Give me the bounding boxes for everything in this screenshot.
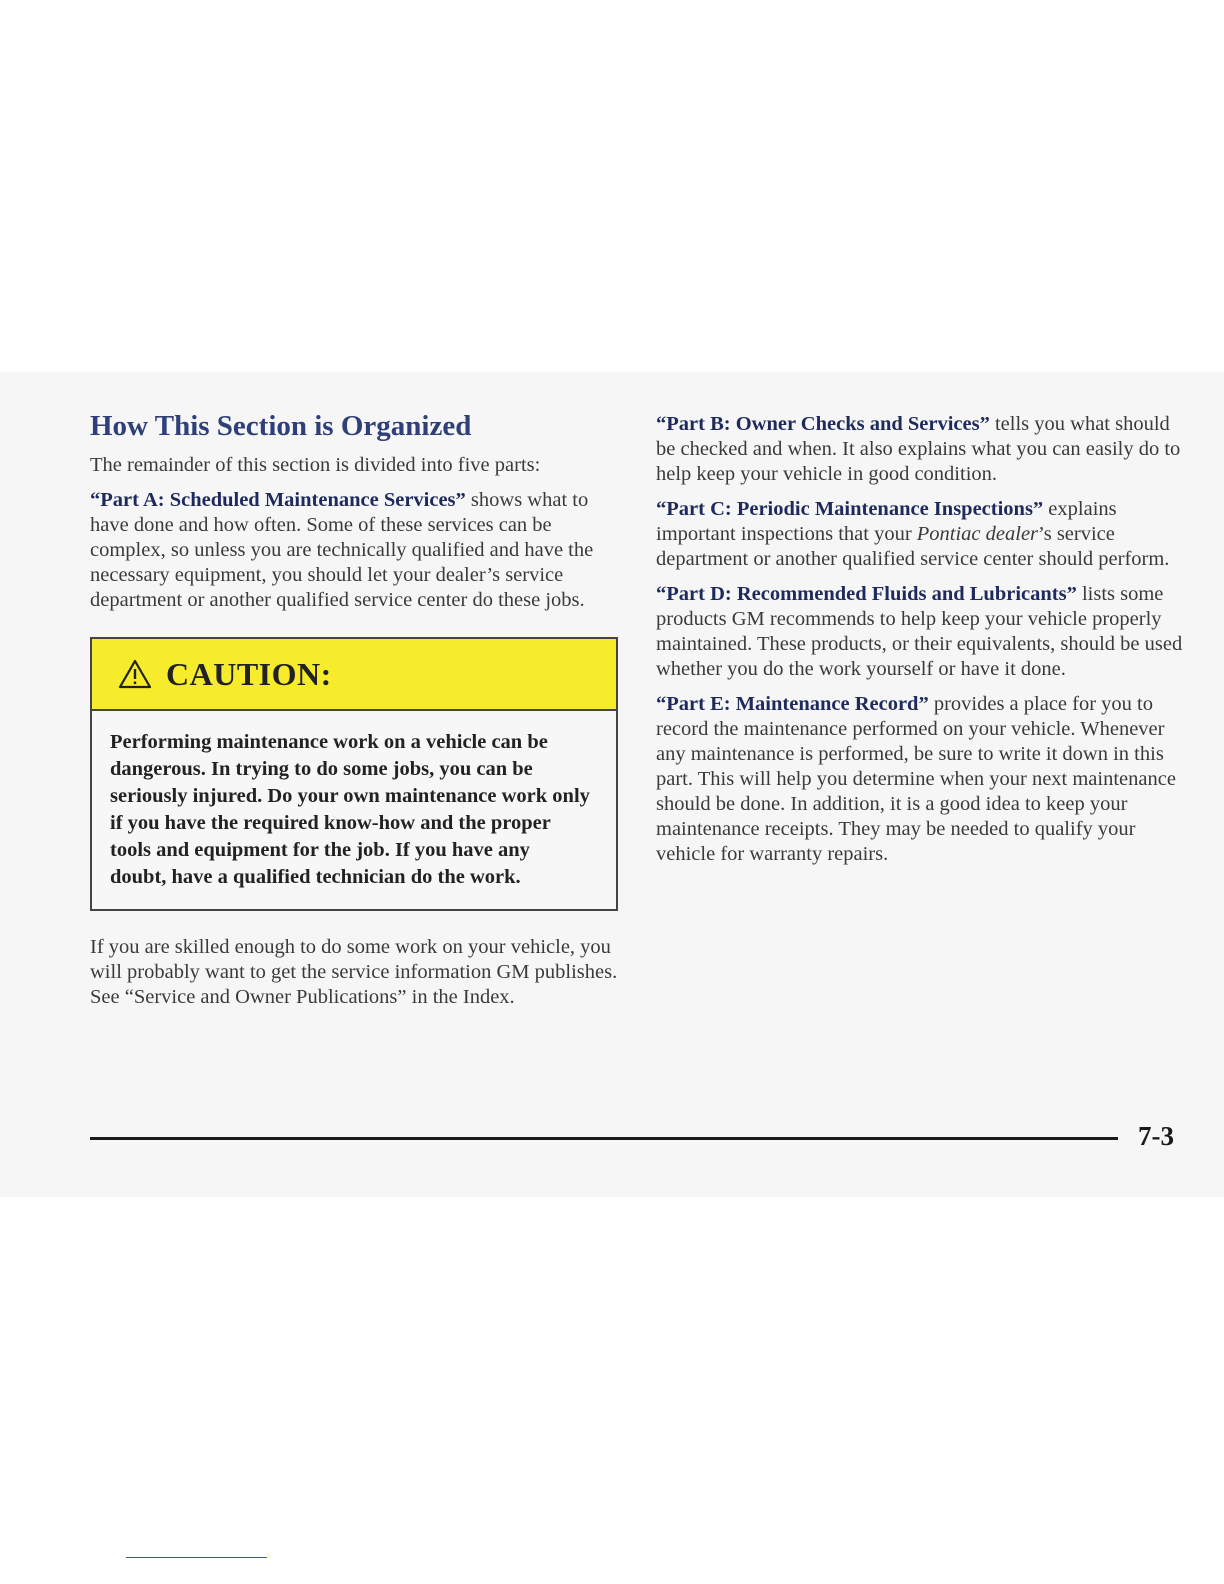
caution-header	[92, 639, 616, 711]
caution-body: Performing maintenance work on a vehicle can be dangerous. In trying to do some jobs, you can be seriously injured. Do your own maintenance work only if you have the required know-how and the proper tools and equipment for the job. If you have any doubt, have a qualified technician do the work.	[110, 731, 590, 889]
part-c-label: “Part C: Periodic Maintenance Inspections”	[656, 498, 1044, 520]
part-d-paragraph	[656, 582, 1190, 682]
section-title: How This Section is Organized	[90, 410, 472, 442]
warning-triangle-icon	[118, 659, 152, 689]
part-c-paragraph	[656, 497, 1190, 572]
part-c-text-before: explains important inspections that your	[656, 498, 1117, 545]
footer-rule	[90, 1137, 1118, 1140]
skilled-note: If you are skilled enough to do some work on your vehicle, you will probably want to get the service information GM publishes. See “Service and Owner Publications” in the Index.	[90, 936, 618, 1009]
caution-box	[90, 637, 618, 911]
right-column	[656, 412, 1190, 877]
part-b-paragraph	[656, 412, 1190, 487]
part-a-label: “Part A: Scheduled Maintenance Services”	[90, 489, 466, 512]
caution-label: CAUTION:	[166, 655, 332, 692]
part-b-text: tells you what should be checked and when. It also explains what you can easily do to help keep your vehicle in good condition.	[656, 413, 1181, 485]
left-column	[90, 410, 618, 1020]
part-d-label: “Part D: Recommended Fluids and Lubricants”	[656, 583, 1077, 605]
part-e-label: “Part E: Maintenance Record”	[656, 693, 929, 715]
part-e-paragraph	[656, 692, 1190, 867]
part-c-text-after: ’s service department or another qualified service center should perform.	[656, 523, 1170, 570]
part-a-text: shows what to have done and how often. Some of these services can be complex, so unless you are technically qualified and have the necessary equipment, you should let your dealer’s service department or another qualified service center do these jobs.	[90, 489, 594, 612]
page-number: 7-3	[1138, 1121, 1174, 1151]
part-b-label: “Part B: Owner Checks and Services”	[656, 413, 990, 435]
part-c-brand: Pontiac dealer	[916, 523, 1039, 545]
part-e-text: provides a place for you to record the maintenance performed on your vehicle. Whenever any maintenance is performed, be sure to write it down in this part. This will help you determine when your next maintenance should be done. In addition, it is a good idea to keep your maintenance receipts. They may be needed to qualify your vehicle for warranty repairs.	[656, 693, 1176, 865]
part-d-text: lists some products GM recommends to help keep your vehicle properly maintained. These products, or their equivalents, should be used whether you do the work yourself or have it done.	[656, 583, 1183, 680]
bottom-link-underline	[126, 1557, 267, 1558]
part-a-paragraph	[90, 488, 618, 613]
section-intro: The remainder of this section is divided into five parts:	[90, 454, 541, 477]
